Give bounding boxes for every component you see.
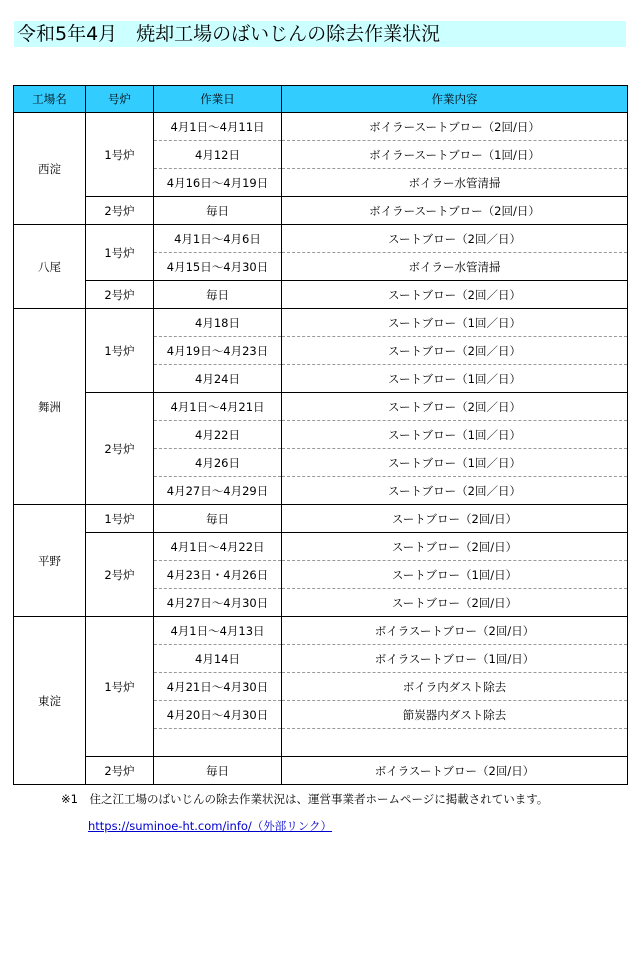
- work-date-cell: 4月15日～4月30日: [154, 253, 282, 281]
- work-content-cell: ボイラスートブロー（2回/日）: [282, 757, 628, 785]
- plant-name-cell: 舞洲: [14, 309, 86, 505]
- header-date: 作業日: [154, 86, 282, 113]
- work-date-cell: 毎日: [154, 757, 282, 785]
- work-content-cell: ボイラー水管清掃: [282, 169, 628, 197]
- work-date-cell: 4月1日～4月13日: [154, 617, 282, 645]
- table-row: [14, 617, 628, 645]
- work-content-cell: ボイラースートブロー（2回/日）: [282, 113, 628, 141]
- header-furnace: 号炉: [86, 86, 154, 113]
- work-content-cell: スートブロー（2回/日）: [282, 533, 628, 561]
- work-content-cell: ボイラスートブロー（1回/日）: [282, 645, 628, 673]
- furnace-cell: 2号炉: [86, 757, 154, 785]
- furnace-cell: 2号炉: [86, 281, 154, 309]
- work-content-cell: 節炭器内ダスト除去: [282, 701, 628, 729]
- furnace-cell: 2号炉: [86, 393, 154, 505]
- work-status-table: [13, 85, 628, 785]
- work-content-cell: スートブロー（1回／日）: [282, 421, 628, 449]
- work-date-cell: 毎日: [154, 281, 282, 309]
- work-date-cell: 4月1日～4月11日: [154, 113, 282, 141]
- furnace-cell: 2号炉: [86, 197, 154, 225]
- work-content-cell: スートブロー（1回/日）: [282, 561, 628, 589]
- work-date-cell: 4月1日～4月22日: [154, 533, 282, 561]
- title-bar: [14, 21, 626, 47]
- table-row: [14, 533, 628, 561]
- work-content-cell: ボイラースートブロー（2回/日）: [282, 197, 628, 225]
- work-content-cell: スートブロー（2回／日）: [282, 477, 628, 505]
- work-date-cell: 4月16日～4月19日: [154, 169, 282, 197]
- table-header-row: [14, 86, 628, 113]
- plant-name-cell: 東淀: [14, 617, 86, 785]
- external-link[interactable]: https://suminoe-ht.com/info/（外部リンク）: [88, 819, 333, 833]
- work-content-cell: ボイラー水管清掃: [282, 253, 628, 281]
- work-content-cell: スートブロー（2回/日）: [282, 589, 628, 617]
- table-row: [14, 281, 628, 309]
- work-content-cell: スートブロー（2回／日）: [282, 393, 628, 421]
- work-content-cell: ボイラスートブロー（2回/日）: [282, 617, 628, 645]
- furnace-cell: 2号炉: [86, 533, 154, 617]
- header-plant: 工場名: [14, 86, 86, 113]
- table-body: [14, 113, 628, 785]
- work-content-cell: スートブロー（2回／日）: [282, 225, 628, 253]
- work-date-cell: 4月20日～4月30日: [154, 701, 282, 729]
- furnace-cell: 1号炉: [86, 113, 154, 197]
- work-content-cell: スートブロー（2回／日）: [282, 281, 628, 309]
- work-date-cell: 毎日: [154, 197, 282, 225]
- work-content-cell: スートブロー（2回/日）: [282, 505, 628, 533]
- work-date-cell: 4月1日～4月21日: [154, 393, 282, 421]
- work-date-cell: [154, 729, 282, 757]
- table-row: [14, 505, 628, 533]
- table-row: [14, 225, 628, 253]
- work-date-cell: 毎日: [154, 505, 282, 533]
- work-content-cell: スートブロー（1回／日）: [282, 365, 628, 393]
- plant-name-cell: 平野: [14, 505, 86, 617]
- plant-name-cell: 八尾: [14, 225, 86, 309]
- work-date-cell: 4月24日: [154, 365, 282, 393]
- work-date-cell: 4月14日: [154, 645, 282, 673]
- work-date-cell: 4月23日・4月26日: [154, 561, 282, 589]
- header-content: 作業内容: [282, 86, 628, 113]
- work-date-cell: 4月19日～4月23日: [154, 337, 282, 365]
- work-content-cell: スートブロー（1回／日）: [282, 449, 628, 477]
- table-row: [14, 393, 628, 421]
- work-date-cell: 4月1日～4月6日: [154, 225, 282, 253]
- footnote: ※1 住之江工場のばいじんの除去作業状況は、運営事業者ホームページに掲載されています。: [61, 792, 549, 806]
- furnace-cell: 1号炉: [86, 309, 154, 393]
- work-date-cell: 4月22日: [154, 421, 282, 449]
- work-content-cell: [282, 729, 628, 757]
- work-date-cell: 4月21日～4月30日: [154, 673, 282, 701]
- furnace-cell: 1号炉: [86, 617, 154, 757]
- furnace-cell: 1号炉: [86, 225, 154, 281]
- work-date-cell: 4月26日: [154, 449, 282, 477]
- furnace-cell: 1号炉: [86, 505, 154, 533]
- page-title: 令和5年4月 焼却工場のばいじんの除去作業状況: [17, 23, 441, 45]
- work-date-cell: 4月18日: [154, 309, 282, 337]
- work-content-cell: ボイラ内ダスト除去: [282, 673, 628, 701]
- work-content-cell: スートブロー（2回／日）: [282, 337, 628, 365]
- work-date-cell: 4月12日: [154, 141, 282, 169]
- work-content-cell: スートブロー（1回／日）: [282, 309, 628, 337]
- work-date-cell: 4月27日～4月29日: [154, 477, 282, 505]
- work-date-cell: 4月27日～4月30日: [154, 589, 282, 617]
- table-row: [14, 309, 628, 337]
- work-content-cell: ボイラースートブロー（1回/日）: [282, 141, 628, 169]
- table-row: [14, 113, 628, 141]
- table-row: [14, 757, 628, 785]
- plant-name-cell: 西淀: [14, 113, 86, 225]
- table-row: [14, 197, 628, 225]
